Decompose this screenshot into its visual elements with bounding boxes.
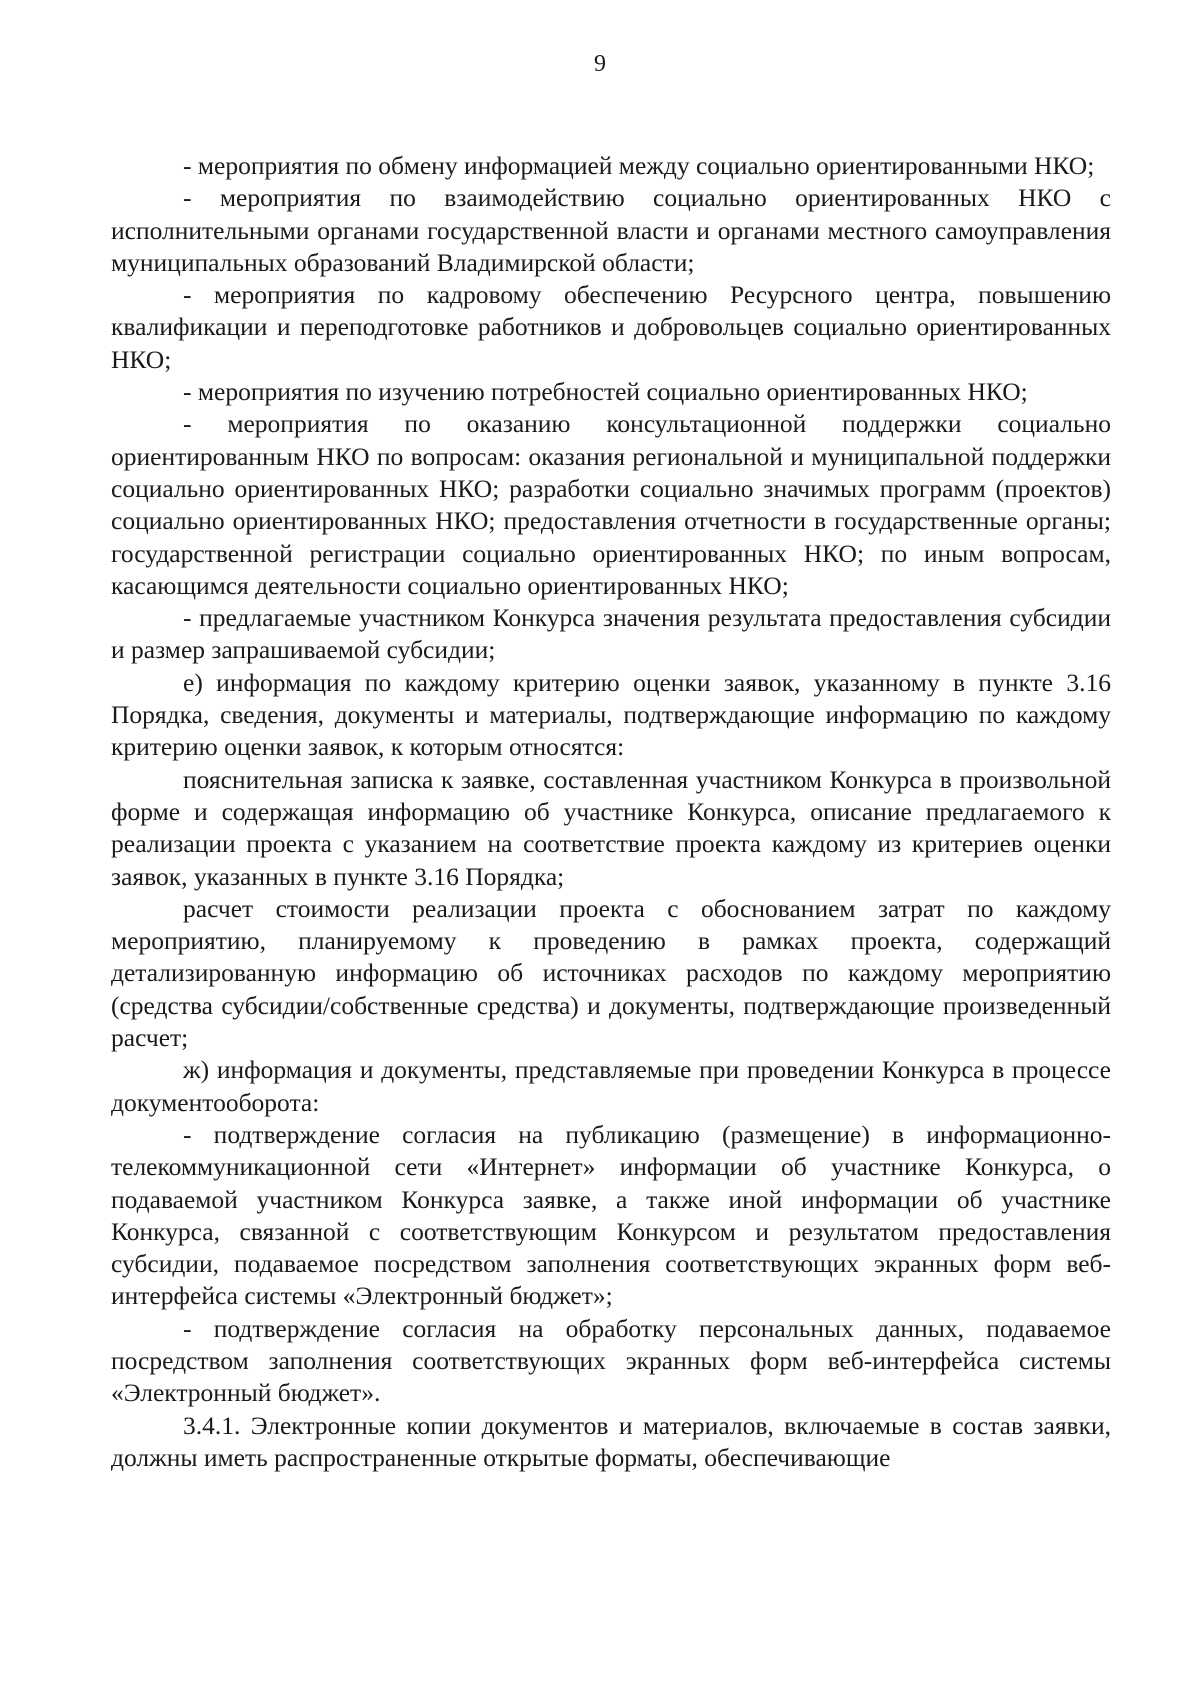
paragraph-needs-study: - мероприятия по изучению потребностей социально ориентированных НКО; bbox=[183, 377, 1028, 407]
paragraph-item-zh: ж) информация и документы, представляемые при проведении Конкурса в процессе документооборота: bbox=[111, 1055, 1111, 1117]
paragraph-publication-consent: - подтверждение согласия на публикацию (размещение) в информационно-телекоммуникационной сети «Интернет» информации об участнике Конкурса, о подаваемой участником Конкурса заявке, а также иной информации об участнике Конкурса, связанной с соответствующим Конкурсом и результатом предоставления субсидии, подаваемое посредством заполнения соответствующих экранных форм веб-интерфейса системы «Электронный бюджет»; bbox=[111, 1119, 1111, 1311]
paragraph-subsidy-result: - предлагаемые участником Конкурса значения результата предоставления субсидии и размер запрашиваемой субсидии; bbox=[111, 603, 1111, 665]
document-body bbox=[111, 150, 1111, 1474]
paragraph-staffing: - мероприятия по кадровому обеспечению Ресурсного центра, повышению квалификации и переподготовке работников и добровольцев социально ориентированных НКО; bbox=[111, 280, 1111, 374]
paragraph-item-e: е) информация по каждому критерию оценки заявок, указанному в пункте 3.16 Порядка, сведения, документы и материалы, подтверждающие информацию по каждому критерию оценки заявок, к которым относятся: bbox=[111, 667, 1111, 762]
page-number: 9 bbox=[594, 51, 606, 77]
paragraph-section-3-4-1: 3.4.1. Электронные копии документов и материалов, включаемые в состав заявки, должны иметь распространенные открытые форматы, обеспечивающие bbox=[111, 1410, 1111, 1472]
paragraph-cost-calculation: расчет стоимости реализации проекта с обоснованием затрат по каждому мероприятию, планируемому к проведению в рамках проекта, содержащий детализированную информацию об источниках расходов по каждому мероприятию (средства субсидии/собственные средства) и документы, подтверждающие произведенный расчет; bbox=[111, 893, 1111, 1053]
paragraph-interaction-authorities: - мероприятия по взаимодействию социально ориентированных НКО с исполнительными органами государственной власти и органами местного самоуправления муниципальных образований Владимирской области; bbox=[111, 183, 1111, 277]
paragraph-info-exchange: - мероприятия по обмену информацией между социально ориентированными НКО; bbox=[183, 151, 1095, 180]
paragraph-explanatory-note: пояснительная записка к заявке, составленная участником Конкурса в произвольной форме и содержащая информацию об участнике Конкурса, описание предлагаемого к реализации проекта с указанием на соответствие проекта каждому из критериев оценки заявок, указанных в пункте 3.16 Порядка; bbox=[111, 764, 1111, 891]
paragraph-consulting-support: - мероприятия по оказанию консультационной поддержки социально ориентированным НКО по вопросам: оказания региональной и муниципальной поддержки социально ориентированных НКО; разработки социально значимых программ (проектов) социально ориентированных НКО; предоставления отчетности в государственные органы; государственной регистрации социально ориентированных НКО; по иным вопросам, касающимся деятельности социально ориентированных НКО; bbox=[111, 409, 1111, 600]
paragraph-personal-data-consent: - подтверждение согласия на обработку персональных данных, подаваемое посредством заполнения соответствующих экранных форм веб-интерфейса системы «Электронный бюджет». bbox=[111, 1313, 1111, 1408]
